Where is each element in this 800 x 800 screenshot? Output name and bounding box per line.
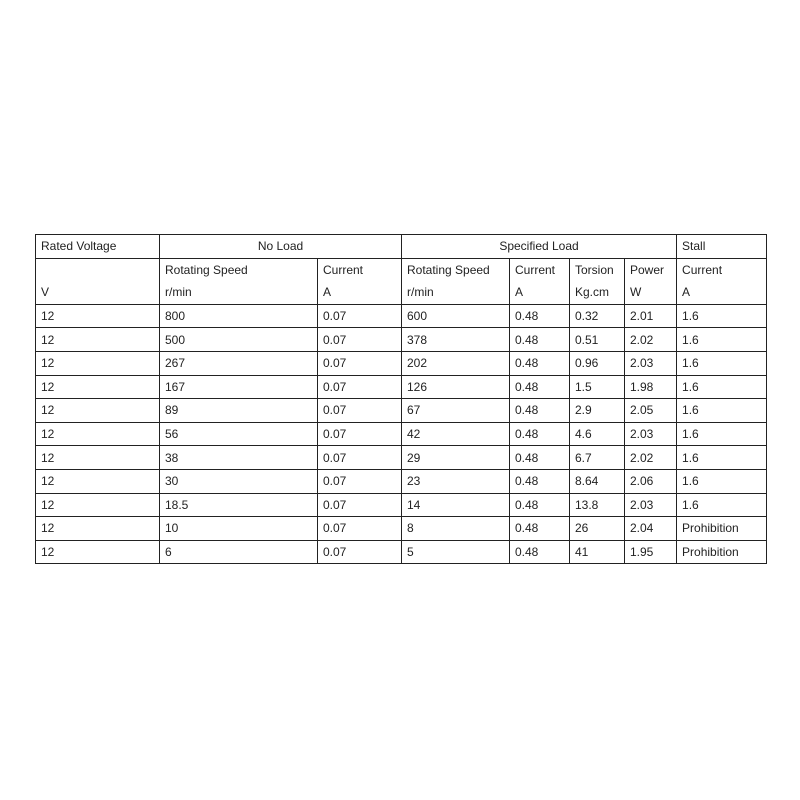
cell-power: 2.03 [625,351,677,375]
cell-load-current: 0.48 [510,422,570,446]
cell-torsion: 41 [570,540,625,564]
cell-stall-current: Prohibition [677,517,767,541]
cell-no-load-current: 0.07 [318,328,402,352]
cell-stall-current: 1.6 [677,422,767,446]
header-row [36,235,767,259]
table-row [36,493,767,517]
cell-load-speed: 126 [402,375,510,399]
cell-no-load-current: 0.07 [318,422,402,446]
cell-no-load-current: 0.07 [318,351,402,375]
cell-power: 2.05 [625,399,677,423]
cell-no-load-speed: 167 [160,375,318,399]
table-row [36,399,767,423]
table-row [36,328,767,352]
cell-load-speed: 8 [402,517,510,541]
cell-no-load-current: 0.07 [318,375,402,399]
unit-load-current: A [510,281,570,304]
cell-rated-voltage: 12 [36,328,160,352]
cell-torsion: 4.6 [570,422,625,446]
cell-torsion: 26 [570,517,625,541]
header-specified-load: Specified Load [402,235,677,259]
cell-rated-voltage: 12 [36,351,160,375]
header-stall: Stall [677,235,767,259]
cell-load-speed: 202 [402,351,510,375]
cell-rated-voltage: 12 [36,399,160,423]
cell-rated-voltage: 12 [36,493,160,517]
cell-no-load-speed: 800 [160,304,318,328]
cell-no-load-speed: 56 [160,422,318,446]
cell-stall-current: Prohibition [677,540,767,564]
subheader-load-speed: Rotating Speed [402,258,510,281]
table-row [36,540,767,564]
cell-load-speed: 14 [402,493,510,517]
cell-power: 1.98 [625,375,677,399]
cell-load-speed: 378 [402,328,510,352]
cell-no-load-current: 0.07 [318,304,402,328]
cell-no-load-current: 0.07 [318,446,402,470]
cell-rated-voltage: 12 [36,446,160,470]
cell-power: 2.03 [625,422,677,446]
cell-torsion: 0.32 [570,304,625,328]
cell-load-speed: 42 [402,422,510,446]
cell-no-load-speed: 500 [160,328,318,352]
motor-spec-table [35,234,767,564]
cell-torsion: 0.96 [570,351,625,375]
cell-no-load-current: 0.07 [318,399,402,423]
cell-rated-voltage: 12 [36,304,160,328]
cell-load-speed: 29 [402,446,510,470]
subheader-empty [36,258,160,281]
cell-no-load-speed: 38 [160,446,318,470]
header-no-load: No Load [160,235,402,259]
table-row [36,517,767,541]
cell-torsion: 2.9 [570,399,625,423]
cell-no-load-speed: 30 [160,469,318,493]
cell-no-load-current: 0.07 [318,469,402,493]
cell-power: 2.02 [625,446,677,470]
cell-stall-current: 1.6 [677,351,767,375]
subheader-no-load-current: Current [318,258,402,281]
cell-no-load-speed: 6 [160,540,318,564]
table-row [36,446,767,470]
cell-load-current: 0.48 [510,351,570,375]
cell-load-speed: 23 [402,469,510,493]
cell-rated-voltage: 12 [36,375,160,399]
cell-no-load-speed: 10 [160,517,318,541]
cell-load-speed: 67 [402,399,510,423]
cell-stall-current: 1.6 [677,469,767,493]
cell-load-current: 0.48 [510,493,570,517]
cell-no-load-current: 0.07 [318,493,402,517]
cell-torsion: 8.64 [570,469,625,493]
cell-torsion: 6.7 [570,446,625,470]
unit-voltage: V [36,281,160,304]
unit-stall-current: A [677,281,767,304]
cell-power: 2.02 [625,328,677,352]
table-row [36,375,767,399]
cell-load-current: 0.48 [510,446,570,470]
cell-torsion: 1.5 [570,375,625,399]
cell-load-speed: 600 [402,304,510,328]
cell-rated-voltage: 12 [36,422,160,446]
cell-stall-current: 1.6 [677,328,767,352]
cell-rated-voltage: 12 [36,469,160,493]
cell-load-current: 0.48 [510,517,570,541]
cell-load-current: 0.48 [510,304,570,328]
header-rated-voltage: Rated Voltage [36,235,160,259]
subheader-power: Power [625,258,677,281]
cell-load-current: 0.48 [510,399,570,423]
table-row [36,422,767,446]
table-row [36,304,767,328]
cell-no-load-speed: 267 [160,351,318,375]
cell-torsion: 0.51 [570,328,625,352]
cell-torsion: 13.8 [570,493,625,517]
cell-no-load-current: 0.07 [318,540,402,564]
cell-power: 1.95 [625,540,677,564]
cell-stall-current: 1.6 [677,375,767,399]
table-row [36,469,767,493]
unit-torsion: Kg.cm [570,281,625,304]
cell-power: 2.06 [625,469,677,493]
cell-rated-voltage: 12 [36,517,160,541]
cell-power: 2.01 [625,304,677,328]
cell-rated-voltage: 12 [36,540,160,564]
subheader-stall-current: Current [677,258,767,281]
cell-load-current: 0.48 [510,469,570,493]
cell-load-speed: 5 [402,540,510,564]
cell-load-current: 0.48 [510,540,570,564]
cell-stall-current: 1.6 [677,399,767,423]
subheader-no-load-speed: Rotating Speed [160,258,318,281]
cell-stall-current: 1.6 [677,304,767,328]
table-row [36,351,767,375]
cell-load-current: 0.48 [510,328,570,352]
subheader-torsion: Torsion [570,258,625,281]
unit-power: W [625,281,677,304]
cell-no-load-speed: 18.5 [160,493,318,517]
cell-no-load-current: 0.07 [318,517,402,541]
cell-load-current: 0.48 [510,375,570,399]
subheader-load-current: Current [510,258,570,281]
unit-no-load-current: A [318,281,402,304]
cell-power: 2.04 [625,517,677,541]
subheader-row [36,258,767,281]
cell-no-load-speed: 89 [160,399,318,423]
unit-no-load-speed: r/min [160,281,318,304]
cell-stall-current: 1.6 [677,493,767,517]
unit-load-speed: r/min [402,281,510,304]
units-row [36,281,767,304]
cell-stall-current: 1.6 [677,446,767,470]
cell-power: 2.03 [625,493,677,517]
